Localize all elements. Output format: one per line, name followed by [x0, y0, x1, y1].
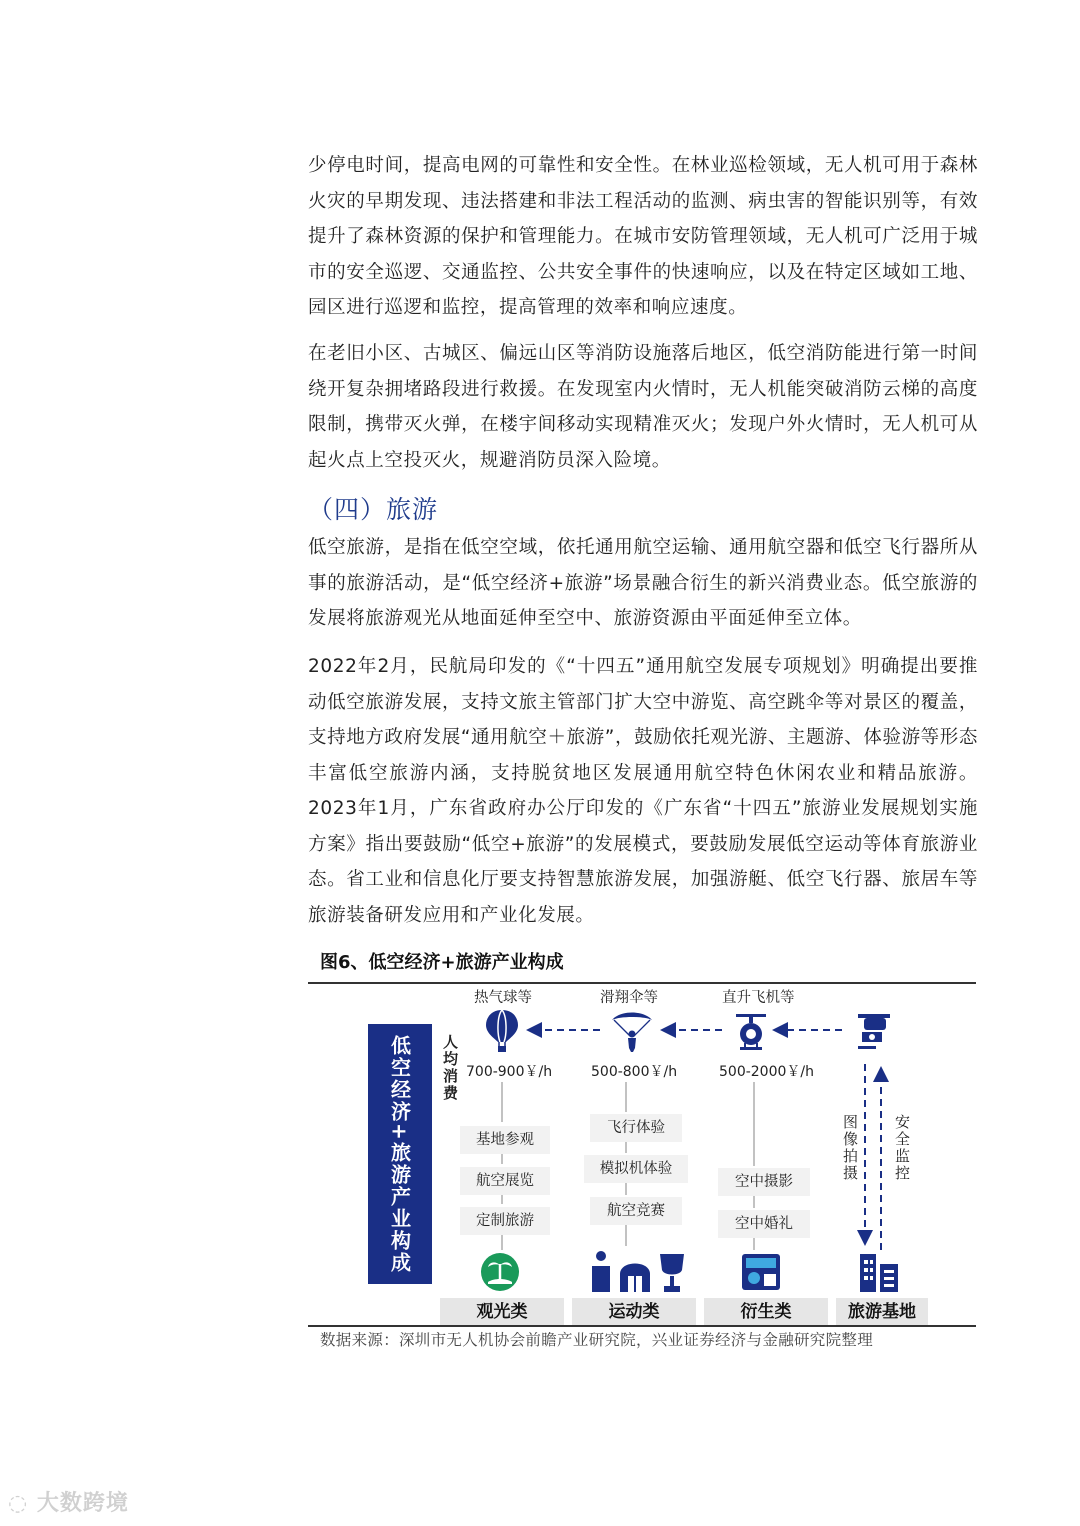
body-paragraph: 2022年2月，民航局印发的《“十四五”通用航空发展专项规划》明确提出要推动低空旅游发展，支持文旅主管部门扩大空中游览、高空跳伞等对景区的覆盖，支持地方政府发展“通用航空＋旅游”，鼓励依托观光游、主题游、体验游等形态丰富低空旅游内涵，支持脱贫地区发展通用航空特色休闲农业和精品旅游。2023年1月，广东省政府办公厅印发的《广东省“十四五”旅游业发展规划实施方案》指出要鼓励“低空+旅游”的发展模式，要鼓励发展低空运动等体育旅游业态。省工业和信息化厅要支持智慧旅游发展，加强游艇、低空飞行器、旅居车等旅游装备研发应用和产业化发展。 [308, 656, 978, 926]
figure-bottom-rule [308, 1325, 976, 1327]
helicopter-icon [734, 1012, 768, 1052]
category-sports: 运动类 [572, 1298, 696, 1326]
diagram-banner [368, 1024, 432, 1284]
activity-box: 空中婚礼 [718, 1210, 810, 1238]
consumption-label: 人均消费 [441, 1034, 459, 1102]
activity-box: 飞行体验 [590, 1114, 682, 1142]
aircraft-label: 直升飞机等 [722, 990, 795, 1006]
paraglider-icon [610, 1008, 654, 1054]
watermark [8, 1486, 129, 1517]
aircraft-label: 滑翔伞等 [600, 990, 658, 1006]
category-derivative: 衍生类 [704, 1298, 828, 1326]
watermark-text: 大数跨境 [36, 1491, 129, 1516]
section-title: （四）旅游 [308, 495, 439, 524]
price-label: 500-2000￥/h [719, 1064, 814, 1080]
category-tourism-base: 旅游基地 [836, 1298, 928, 1326]
price-label: 500-800￥/h [591, 1064, 678, 1080]
figure-caption: 图6、低空经济+旅游产业构成 [320, 952, 564, 973]
price-label: 700-900￥/h [466, 1064, 553, 1080]
hot-air-balloon-icon [484, 1008, 520, 1054]
sports-icons [588, 1248, 692, 1294]
island-icon [480, 1252, 520, 1292]
figure-top-rule [308, 982, 976, 984]
activity-box: 航空展览 [460, 1167, 550, 1195]
body-paragraph: 少停电时间，提高电网的可靠性和安全性。在林业巡检领域，无人机可用于森林火灾的早期发现、违法搭建和非法工程活动的监测、病虫害的智能识别等，有效提升了森林资源的保护和管理能力。在城市安防管理领域，无人机可广泛用于城市的安全巡逻、交通监控、公共安全事件的快速响应，以及在特定区域如工地、园区进行巡逻和监控，提高管理的效率和响应速度。 [308, 155, 978, 318]
side-label-image-capture: 图像拍摄 [841, 1114, 859, 1182]
aircraft-label: 热气球等 [474, 990, 532, 1006]
activity-box: 空中摄影 [718, 1168, 810, 1196]
activity-box: 定制旅游 [460, 1207, 550, 1235]
diagram-banner-text: 低空经济+旅游产业构成 [387, 1034, 412, 1274]
activity-box: 模拟机体验 [584, 1155, 688, 1183]
watermark-logo-icon: ◌ [8, 1491, 37, 1516]
body-paragraph: 低空旅游，是指在低空空域，依托通用航空运输、通用航空器和低空飞行器所从事的旅游活动，是“低空经济+旅游”场景融合衍生的新兴消费业态。低空旅游的发展将旅游观光从地面延伸至空中、旅游资源由平面延伸至立体。 [308, 537, 978, 629]
activity-box: 基地参观 [460, 1126, 550, 1154]
building-icon [858, 1250, 900, 1294]
category-sightseeing: 观光类 [440, 1298, 564, 1326]
drone-icon [854, 1010, 894, 1052]
camera-icon [740, 1252, 782, 1292]
activity-box: 航空竞赛 [590, 1197, 682, 1225]
body-paragraph: 在老旧小区、古城区、偏远山区等消防设施落后地区，低空消防能进行第一时间绕开复杂拥堵路段进行救援。在发现室内火情时，无人机能突破消防云梯的高度限制，携带灭火弹，在楼宇间移动实现精准灭火；发现户外火情时，无人机可从起火点上空投灭火，规避消防员深入险境。 [308, 343, 978, 471]
figure-source: 数据来源：深圳市无人机协会前瞻产业研究院，兴业证券经济与金融研究院整理 [320, 1331, 874, 1349]
side-label-security-monitoring: 安全监控 [893, 1114, 911, 1182]
